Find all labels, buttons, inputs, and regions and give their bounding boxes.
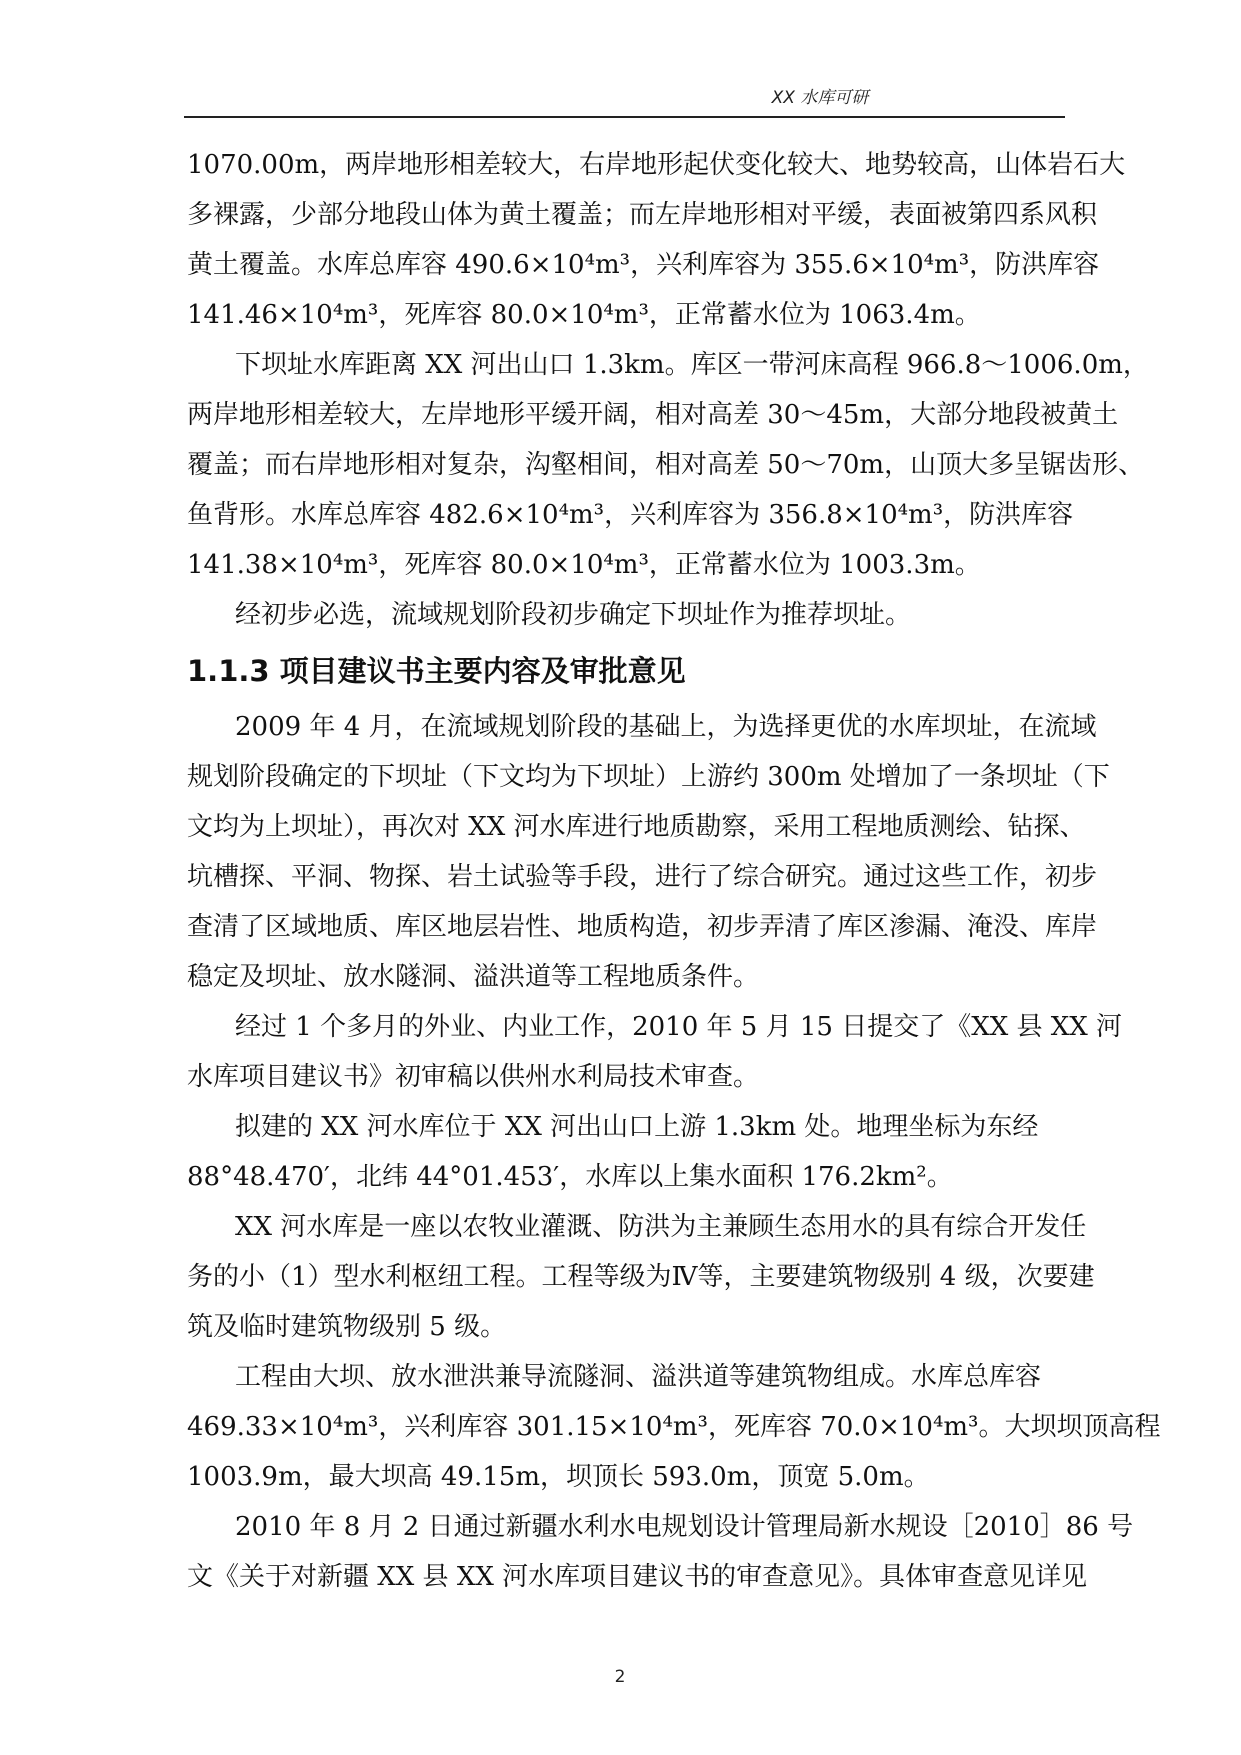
text-line: 多裸露，少部分地段山体为黄土覆盖；而左岸地形相对平缓，表面被第四系风积	[187, 200, 1098, 230]
paragraph-geological-survey	[187, 702, 1110, 1002]
paragraph-project-grade	[187, 1202, 1095, 1352]
page-number: 2	[614, 1667, 626, 1687]
text-line: XX 河水库是一座以农牧业灌溉、防洪为主兼顾生态用水的具有综合开发任	[235, 1212, 1087, 1242]
text-line: 88°48.470′，北纬 44°01.453′，水库以上集水面积 176.2km²。	[187, 1162, 953, 1192]
page-body	[187, 140, 1161, 1602]
text-line: 黄土覆盖。水库总库容 490.6×10⁴m³，兴利库容为 355.6×10⁴m³，防洪库容	[187, 250, 1100, 280]
text-line: 下坝址水库距离 XX 河出山口 1.3km。库区一带河床高程 966.8～1006.0m，	[235, 350, 1149, 380]
text-line: 覆盖；而右岸地形相对复杂，沟壑相间，相对高差 50～70m，山顶大多呈锯齿形、	[187, 450, 1145, 480]
text-line: 坑槽探、平洞、物探、岩土试验等手段，进行了综合研究。通过这些工作，初步	[187, 862, 1098, 892]
paragraph-upper-dam-description	[187, 140, 1126, 340]
text-line: 469.33×10⁴m³，兴利库容 301.15×10⁴m³，死库容 70.0×10⁴m³。大坝坝顶高程	[187, 1412, 1161, 1442]
text-line: 稳定及坝址、放水隧洞、溢洪道等工程地质条件。	[187, 962, 760, 992]
text-line: 水库项目建议书》初审稿以供州水利局技术审查。	[187, 1062, 760, 1092]
paragraph-approval	[187, 1502, 1134, 1602]
text-line: 2009 年 4 月，在流域规划阶段的基础上，为选择更优的水库坝址，在流域	[235, 712, 1097, 742]
text-line: 1070.00m，两岸地形相差较大，右岸地形起伏变化较大、地势较高，山体岩石大	[187, 150, 1126, 180]
text-line: 两岸地形相差较大，左岸地形平缓开阔，相对高差 30～45m，大部分地段被黄土	[187, 400, 1119, 430]
text-line: 141.46×10⁴m³，死库容 80.0×10⁴m³，正常蓄水位为 1063.4m。	[187, 300, 981, 330]
page-header-title: XX 水库可研	[771, 88, 869, 108]
text-line: 2010 年 8 月 2 日通过新疆水利水电规划设计管理局新水规设［2010］86 号	[235, 1512, 1134, 1542]
text-line: 查清了区域地质、库区地层岩性、地质构造，初步弄清了库区渗漏、淹没、库岸	[187, 912, 1098, 942]
text-line: 拟建的 XX 河水库位于 XX 河出山口上游 1.3km 处。地理坐标为东经	[235, 1112, 1039, 1142]
paragraph-project-composition	[187, 1352, 1161, 1502]
paragraph-proposal-submission	[187, 1002, 1123, 1102]
text-line: 141.38×10⁴m³，死库容 80.0×10⁴m³，正常蓄水位为 1003.3m。	[187, 550, 981, 580]
text-line: 文《关于对新疆 XX 县 XX 河水库项目建议书的审查意见》。具体审查意见详见	[187, 1562, 1088, 1592]
paragraph-lower-dam-description	[187, 340, 1149, 590]
section-heading: 1.1.3 项目建议书主要内容及审批意见	[187, 654, 686, 688]
paragraph-recommended-site	[187, 590, 1055, 640]
text-line: 经过 1 个多月的外业、内业工作，2010 年 5 月 15 日提交了《XX 县 XX 河	[235, 1012, 1123, 1042]
text-line: 文均为上坝址），再次对 XX 河水库进行地质勘察，采用工程地质测绘、钻探、	[187, 812, 1086, 842]
text-line: 规划阶段确定的下坝址（下文均为下坝址）上游约 300m 处增加了一条坝址（下	[187, 762, 1110, 792]
text-line: 鱼背形。水库总库容 482.6×10⁴m³，兴利库容为 356.8×10⁴m³，防洪库容	[187, 500, 1074, 530]
paragraph-location	[187, 1102, 1055, 1202]
text-line: 经初步必选，流域规划阶段初步确定下坝址作为推荐坝址。	[235, 600, 912, 630]
text-line: 筑及临时建筑物级别 5 级。	[187, 1312, 507, 1342]
header-rule	[184, 116, 1065, 118]
text-line: 工程由大坝、放水泄洪兼导流隧洞、溢洪道等建筑物组成。水库总库容	[235, 1362, 1042, 1392]
text-line: 务的小（1）型水利枢纽工程。工程等级为Ⅳ等，主要建筑物级别 4 级，次要建	[187, 1262, 1095, 1292]
text-line: 1003.9m，最大坝高 49.15m，坝顶长 593.0m，顶宽 5.0m。	[187, 1462, 930, 1492]
